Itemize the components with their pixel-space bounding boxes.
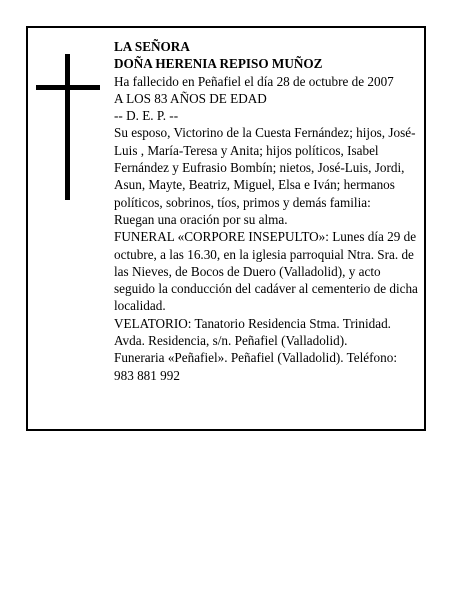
cross-horizontal-bar	[36, 85, 100, 90]
death-line: Ha fallecido en Peñafiel el día 28 de octubre de 2007	[114, 73, 394, 89]
deceased-name: DOÑA HERENIA REPISO MUÑOZ	[114, 56, 323, 72]
latin-cross-icon	[36, 54, 100, 200]
prayer-line: Ruegan una oración por su alma.	[114, 211, 288, 227]
notice-heading: LA SEÑORA	[114, 39, 190, 54]
family-paragraph: Su esposo, Victorino de la Cuesta Fernández; hijos, José-Luis , María-Teresa y Anita; hijos políticos, Isabel Fernández y Eufrasio Bombín; nietos, José-Luis, Jordi, Asun, Mayte, Beatriz, Miguel, Elsa e Iván; hermanos políticos, sobrinos, tíos, primos y demás familia:	[114, 125, 416, 210]
velatorio-paragraph: VELATORIO: Tanatorio Residencia Stma. Trinidad. Avda. Residencia, s/n. Peñafiel (Valladolid).	[114, 315, 391, 349]
age-line: A LOS 83 AÑOS DE EDAD	[114, 90, 267, 106]
rip-line: -- D. E. P. --	[114, 108, 179, 124]
funeral-paragraph: FUNERAL «CORPORE INSEPULTO»: Lunes día 29 de octubre, a las 16.30, en la iglesia parroquial Ntra. Sra. de las Nieves, de Bocos de Duero (Valladolid), y acto seguido la conducción del cadáver al cementerio de dicha localidad.	[114, 229, 418, 314]
funeraria-paragraph: Funeraria «Peñafiel». Peñafiel (Valladolid). Teléfono: 983 881 992	[114, 350, 398, 383]
cross-vertical-bar	[65, 54, 70, 200]
obituary-notice	[26, 26, 426, 431]
notice-text	[114, 38, 419, 384]
